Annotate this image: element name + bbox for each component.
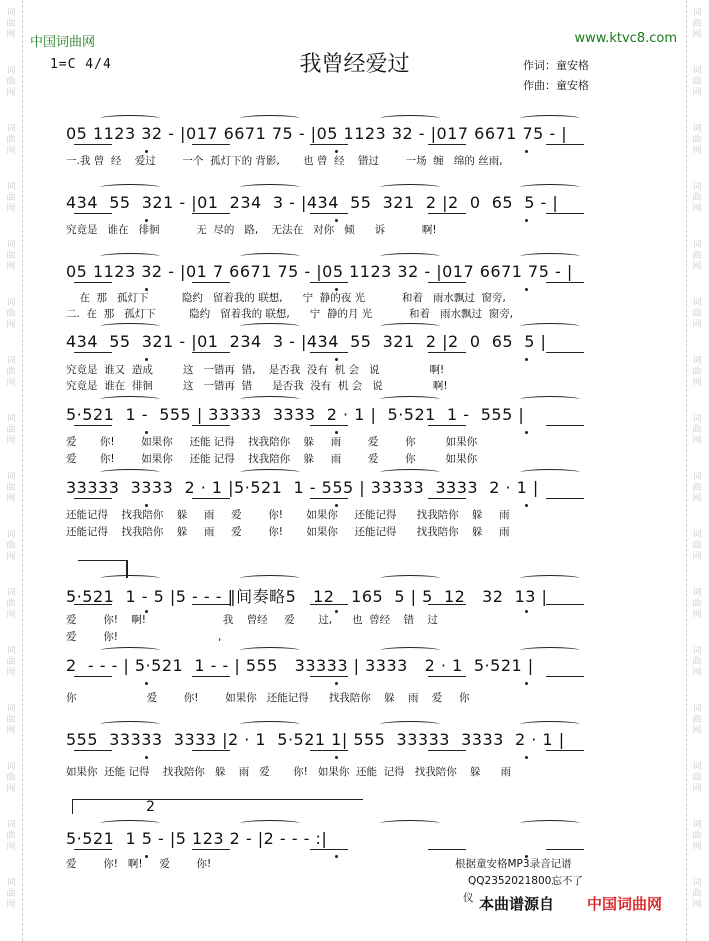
octave-dot [525,288,528,291]
watermark-glyph: 词 曲 网 [692,240,702,272]
beam-underline [310,604,348,605]
watermark-glyph: 词 曲 网 [692,588,702,620]
beam-underline [74,498,112,499]
slur-mark [380,253,440,260]
notation-line-4: 434 55 321 - |01 234 3 - |434 55 321 2 |2 0 65 5 | [66,332,547,351]
beam-underline [192,144,230,145]
beam-underline [546,213,584,214]
watermark-glyph: 词 曲 网 [6,240,16,272]
beam-underline [428,498,466,499]
slur-mark [100,323,160,330]
song-title: 我曾经爱过 [299,52,410,77]
octave-dot [145,855,148,858]
slur-mark [520,820,580,827]
beam-underline [546,604,584,605]
watermark-glyph: 词 曲 网 [692,8,702,40]
slur-mark [240,323,300,330]
octave-dot [335,358,338,361]
octave-dot [525,610,528,613]
watermark-glyph: 词 曲 网 [692,356,702,388]
beam-underline [74,282,112,283]
slur-mark [240,820,300,827]
beam-underline [310,498,348,499]
beam-underline [428,213,466,214]
ending-bracket [78,560,126,561]
beam-underline [192,352,230,353]
lyric-line: 还能记得 找我陪你 躲 雨 爱 你! 如果你 还能记得 找我陪你 躲 雨 [66,509,510,521]
slur-mark [240,184,300,191]
watermark-glyph: 词 曲 网 [692,530,702,562]
watermark-glyph: 词 曲 网 [6,704,16,736]
octave-dot [335,288,338,291]
watermark-glyph: 词 曲 网 [692,182,702,214]
slur-mark [520,396,580,403]
source-label: 本曲谱源自 [479,895,555,913]
beam-underline [74,604,112,605]
slur-mark [100,469,160,476]
beam-underline [546,425,584,426]
beam-underline [310,352,348,353]
octave-dot [145,504,148,507]
octave-dot [525,504,528,507]
lyric-line: 爱 你! 啊! 我 曾经 爱 过, 也 曾经 错 过 [66,614,438,626]
beam-underline [74,213,112,214]
beam-underline [546,750,584,751]
octave-dot [335,610,338,613]
slur-mark [380,820,440,827]
slur-mark [240,575,300,582]
watermark-glyph: 词 曲 网 [6,472,16,504]
slur-mark [100,647,160,654]
lyric-line: 爱 你! 如果你 还能 记得 找我陪你 躲 雨 爱 你 如果你 [66,436,478,448]
beam-underline [428,144,466,145]
octave-dot [335,682,338,685]
transcriber-contact: QQ2352021800忘不了 [468,875,583,887]
beam-underline [546,282,584,283]
slur-mark [520,253,580,260]
octave-dot [525,219,528,222]
beam-underline [74,849,112,850]
slur-mark [520,184,580,191]
watermark-glyph: 词 曲 网 [692,820,702,852]
beam-underline [310,849,348,850]
slur-mark [380,647,440,654]
slur-mark [100,820,160,827]
slur-mark [240,469,300,476]
octave-dot [335,504,338,507]
watermark-glyph: 词 曲 网 [6,646,16,678]
key-time-signature: 1=C 4/4 [50,57,112,72]
octave-dot [145,431,148,434]
watermark-glyph: 词 曲 网 [6,8,16,40]
slur-mark [520,647,580,654]
transcription-note: 根据童安格MP3录音记谱 [455,858,572,870]
slur-mark [380,575,440,582]
notation-line-8: 2 - - - | 5·521 1 - - | 555 33333 | 3333 2 · 1 5·521 | [66,656,534,675]
lyric-line: 究竟是 谁在 徘徊 这 一错再 错 是否我 没有 机 会 说 啊! [66,380,448,392]
watermark-glyph: 词 曲 网 [692,878,702,910]
slur-mark [380,184,440,191]
slur-mark [380,115,440,122]
slur-mark [240,721,300,728]
notation-line-6: 33333 3333 2 · 1 |5·521 1 - 555 | 33333 3333 2 · 1 | [66,478,539,497]
lyricist-credit: 作词：童安格 [523,59,589,72]
beam-underline [192,498,230,499]
slur-mark [380,323,440,330]
octave-dot [335,150,338,153]
notation-line-9: 555 33333 3333 |2 · 1 5·521 1| 555 33333 3333 2 · 1 | [66,730,565,749]
watermark-glyph: 词 曲 网 [6,414,16,446]
octave-dot [525,358,528,361]
octave-dot [145,358,148,361]
beam-underline [310,750,348,751]
notation-line-10: 5·521 1 5 - |5 123 2 - |2 - - - :| [66,829,328,848]
beam-underline [310,282,348,283]
site-url-right[interactable]: www.ktvc8.com [574,31,677,46]
octave-dot [335,756,338,759]
beam-underline [192,213,230,214]
beam-underline [192,282,230,283]
beam-underline [546,849,584,850]
beam-underline [74,144,112,145]
octave-dot [335,431,338,434]
beam-underline [310,213,348,214]
octave-dot [145,682,148,685]
beam-underline [74,676,112,677]
watermark-glyph: 词 曲 网 [6,66,16,98]
watermark-glyph: 词 曲 网 [6,762,16,794]
beam-underline [192,676,230,677]
beam-underline [428,282,466,283]
beam-underline [428,750,466,751]
watermark-glyph: 词 曲 网 [692,66,702,98]
watermark-glyph: 词 曲 网 [692,414,702,446]
octave-dot [145,610,148,613]
slur-mark [520,469,580,476]
volta-number: 2 [146,799,155,815]
slur-mark [100,253,160,260]
lyric-line: 在 那 孤灯下 隐约 留着我的 联想, 宁 静的夜 光 和着 雨水飘过 窗旁, [66,292,506,304]
lyric-line: 如果你 还能 记得 找我陪你 躲 雨 爱 你! 如果你 还能 记得 找我陪你 躲 雨 [66,766,512,778]
octave-dot [145,756,148,759]
octave-dot [525,756,528,759]
octave-dot [145,150,148,153]
watermark-glyph: 词 曲 网 [6,588,16,620]
octave-dot [525,682,528,685]
beam-underline [192,750,230,751]
site-name-left[interactable]: 中国词曲网 [30,35,96,50]
slur-mark [520,323,580,330]
beam-underline [428,676,466,677]
beam-underline [546,144,584,145]
slur-mark [380,469,440,476]
octave-dot [335,219,338,222]
beam-underline [192,604,230,605]
beam-underline [310,144,348,145]
lyric-line: 一.我 曾 经 爱过 一个 孤灯下的 背影, 也 曾 经 错过 一场 缠 绵的 丝雨, [66,155,503,167]
lyric-line: 究竟是 谁又 造成 这 一错再 错, 是否我 没有 机 会 说 啊! [66,364,445,376]
beam-underline [310,425,348,426]
slur-mark [240,647,300,654]
beam-underline [192,425,230,426]
beam-underline [546,498,584,499]
slur-mark [520,575,580,582]
slur-mark [520,721,580,728]
beam-underline [546,352,584,353]
watermark-glyph: 词 曲 网 [692,704,702,736]
octave-dot [525,150,528,153]
beam-underline [192,849,230,850]
notation-line-5: 5·521 1 - 555 | 33333 3333 2 · 1 | 5·521 1 - 555 | [66,405,525,424]
watermark-glyph: 词 曲 网 [692,124,702,156]
lyric-line: 还能记得 找我陪你 躲 雨 爱 你! 如果你 还能记得 找我陪你 躲 雨 [66,526,510,538]
slur-mark [380,396,440,403]
slur-mark [240,396,300,403]
notation-line-2: 434 55 321 - |01 234 3 - |434 55 321 2 |2 0 65 5 - | [66,193,559,212]
slur-mark [240,253,300,260]
notation-line-1: 05 1123 32 - |017 6671 75 - |05 1123 32 - |017 6671 75 - | [66,124,568,143]
beam-underline [546,676,584,677]
slur-mark [100,721,160,728]
beam-underline [74,352,112,353]
notation-line-3: 05 1123 32 - |01 7 6671 75 - |05 1123 32 - |017 6671 75 - | [66,262,573,281]
beam-underline [428,425,466,426]
slur-mark [380,721,440,728]
watermark-glyph: 词 曲 网 [692,472,702,504]
slur-mark [100,184,160,191]
lyric-line: 爱 你! 啊! 爱 你! [66,858,212,870]
octave-dot [145,219,148,222]
beam-underline [428,604,466,605]
octave-dot [525,431,528,434]
transcriber-name: 仪 [463,892,474,904]
octave-dot [335,855,338,858]
slur-mark [100,396,160,403]
beam-underline [310,676,348,677]
lyric-line: 究竟是 谁在 徘徊 无 尽的 路, 无法在 对你 倾 诉 啊! [66,224,437,236]
watermark-glyph: 词 曲 网 [6,878,16,910]
slur-mark [100,575,160,582]
watermark-glyph: 词 曲 网 [6,298,16,330]
slur-mark [240,115,300,122]
beam-underline [74,425,112,426]
watermark-glyph: 词 曲 网 [692,298,702,330]
slur-mark [520,115,580,122]
beam-underline [74,750,112,751]
lyric-line: 你 爱 你! 如果你 还能记得 找我陪你 躲 雨 爱 你 [66,692,470,704]
beam-underline [428,352,466,353]
lyric-line: 爱 你! , [66,631,222,643]
volta-bracket [72,799,363,814]
watermark-glyph: 词 曲 网 [692,646,702,678]
watermark-glyph: 词 曲 网 [6,182,16,214]
watermark-glyph: 词 曲 网 [6,530,16,562]
source-site-link[interactable]: 中国词曲网 [587,895,663,913]
watermark-glyph: 词 曲 网 [6,124,16,156]
watermark-glyph: 词 曲 网 [6,820,16,852]
octave-dot [145,288,148,291]
notation-line-7: 5·521 1 - 5 |5 - - - ‖间奏略5 12 165 5 | 5 12 32 13 | [66,587,548,606]
slur-mark [100,115,160,122]
watermark-glyph: 词 曲 网 [692,762,702,794]
lyric-line: 二. 在 那 孤灯下 隐约 留着我的 联想, 宁 静的月 光 和着 雨水飘过 窗旁, [66,308,514,320]
watermark-glyph: 词 曲 网 [6,356,16,388]
composer-credit: 作曲：童安格 [523,79,589,92]
beam-underline [428,849,466,850]
lyric-line: 爱 你! 如果你 还能 记得 找我陪你 躲 雨 爱 你 如果你 [66,453,478,465]
